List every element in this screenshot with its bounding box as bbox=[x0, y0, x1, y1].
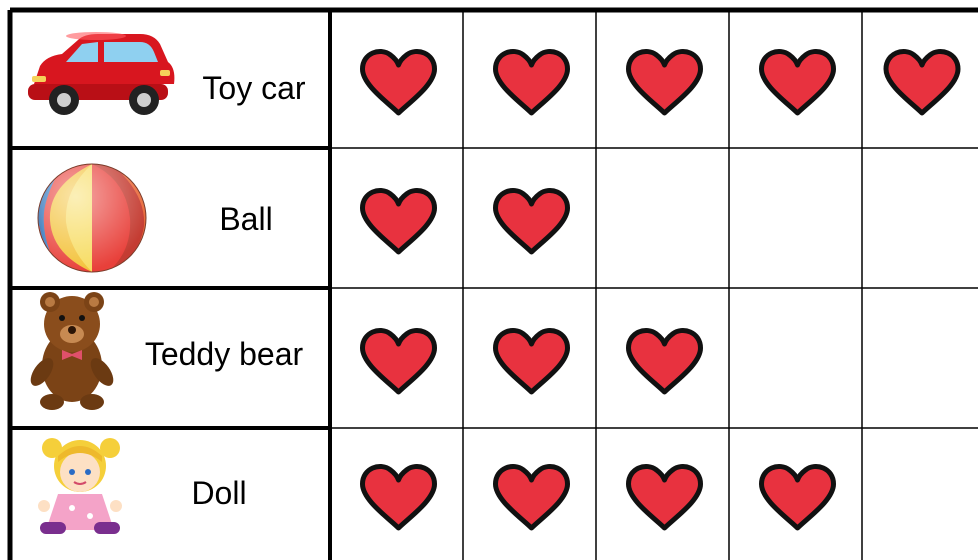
heart-icon bbox=[496, 190, 568, 252]
heart-icon bbox=[363, 466, 435, 528]
row-label-ball: Ball bbox=[219, 201, 273, 237]
heart-icon bbox=[629, 466, 701, 528]
ball-icon bbox=[36, 162, 150, 274]
heart-icon bbox=[886, 51, 958, 113]
heart-icon bbox=[363, 51, 435, 113]
row-label-doll: Doll bbox=[191, 475, 247, 511]
row-label-teddy-bear: Teddy bear bbox=[144, 336, 304, 372]
row-label-toy-car: Toy car bbox=[202, 70, 306, 106]
pictograph-marks bbox=[363, 51, 959, 528]
heart-icon bbox=[363, 190, 435, 252]
heart-icon bbox=[762, 466, 834, 528]
heart-icon bbox=[363, 330, 435, 392]
heart-icon bbox=[496, 51, 568, 113]
heart-icon bbox=[629, 330, 701, 392]
teddy-bear-icon bbox=[26, 292, 117, 410]
heart-icon bbox=[496, 466, 568, 528]
toy-car-icon bbox=[28, 32, 174, 115]
heart-icon bbox=[629, 51, 701, 113]
doll-icon bbox=[38, 438, 122, 534]
heart-icon bbox=[762, 51, 834, 113]
heart-icon bbox=[496, 330, 568, 392]
